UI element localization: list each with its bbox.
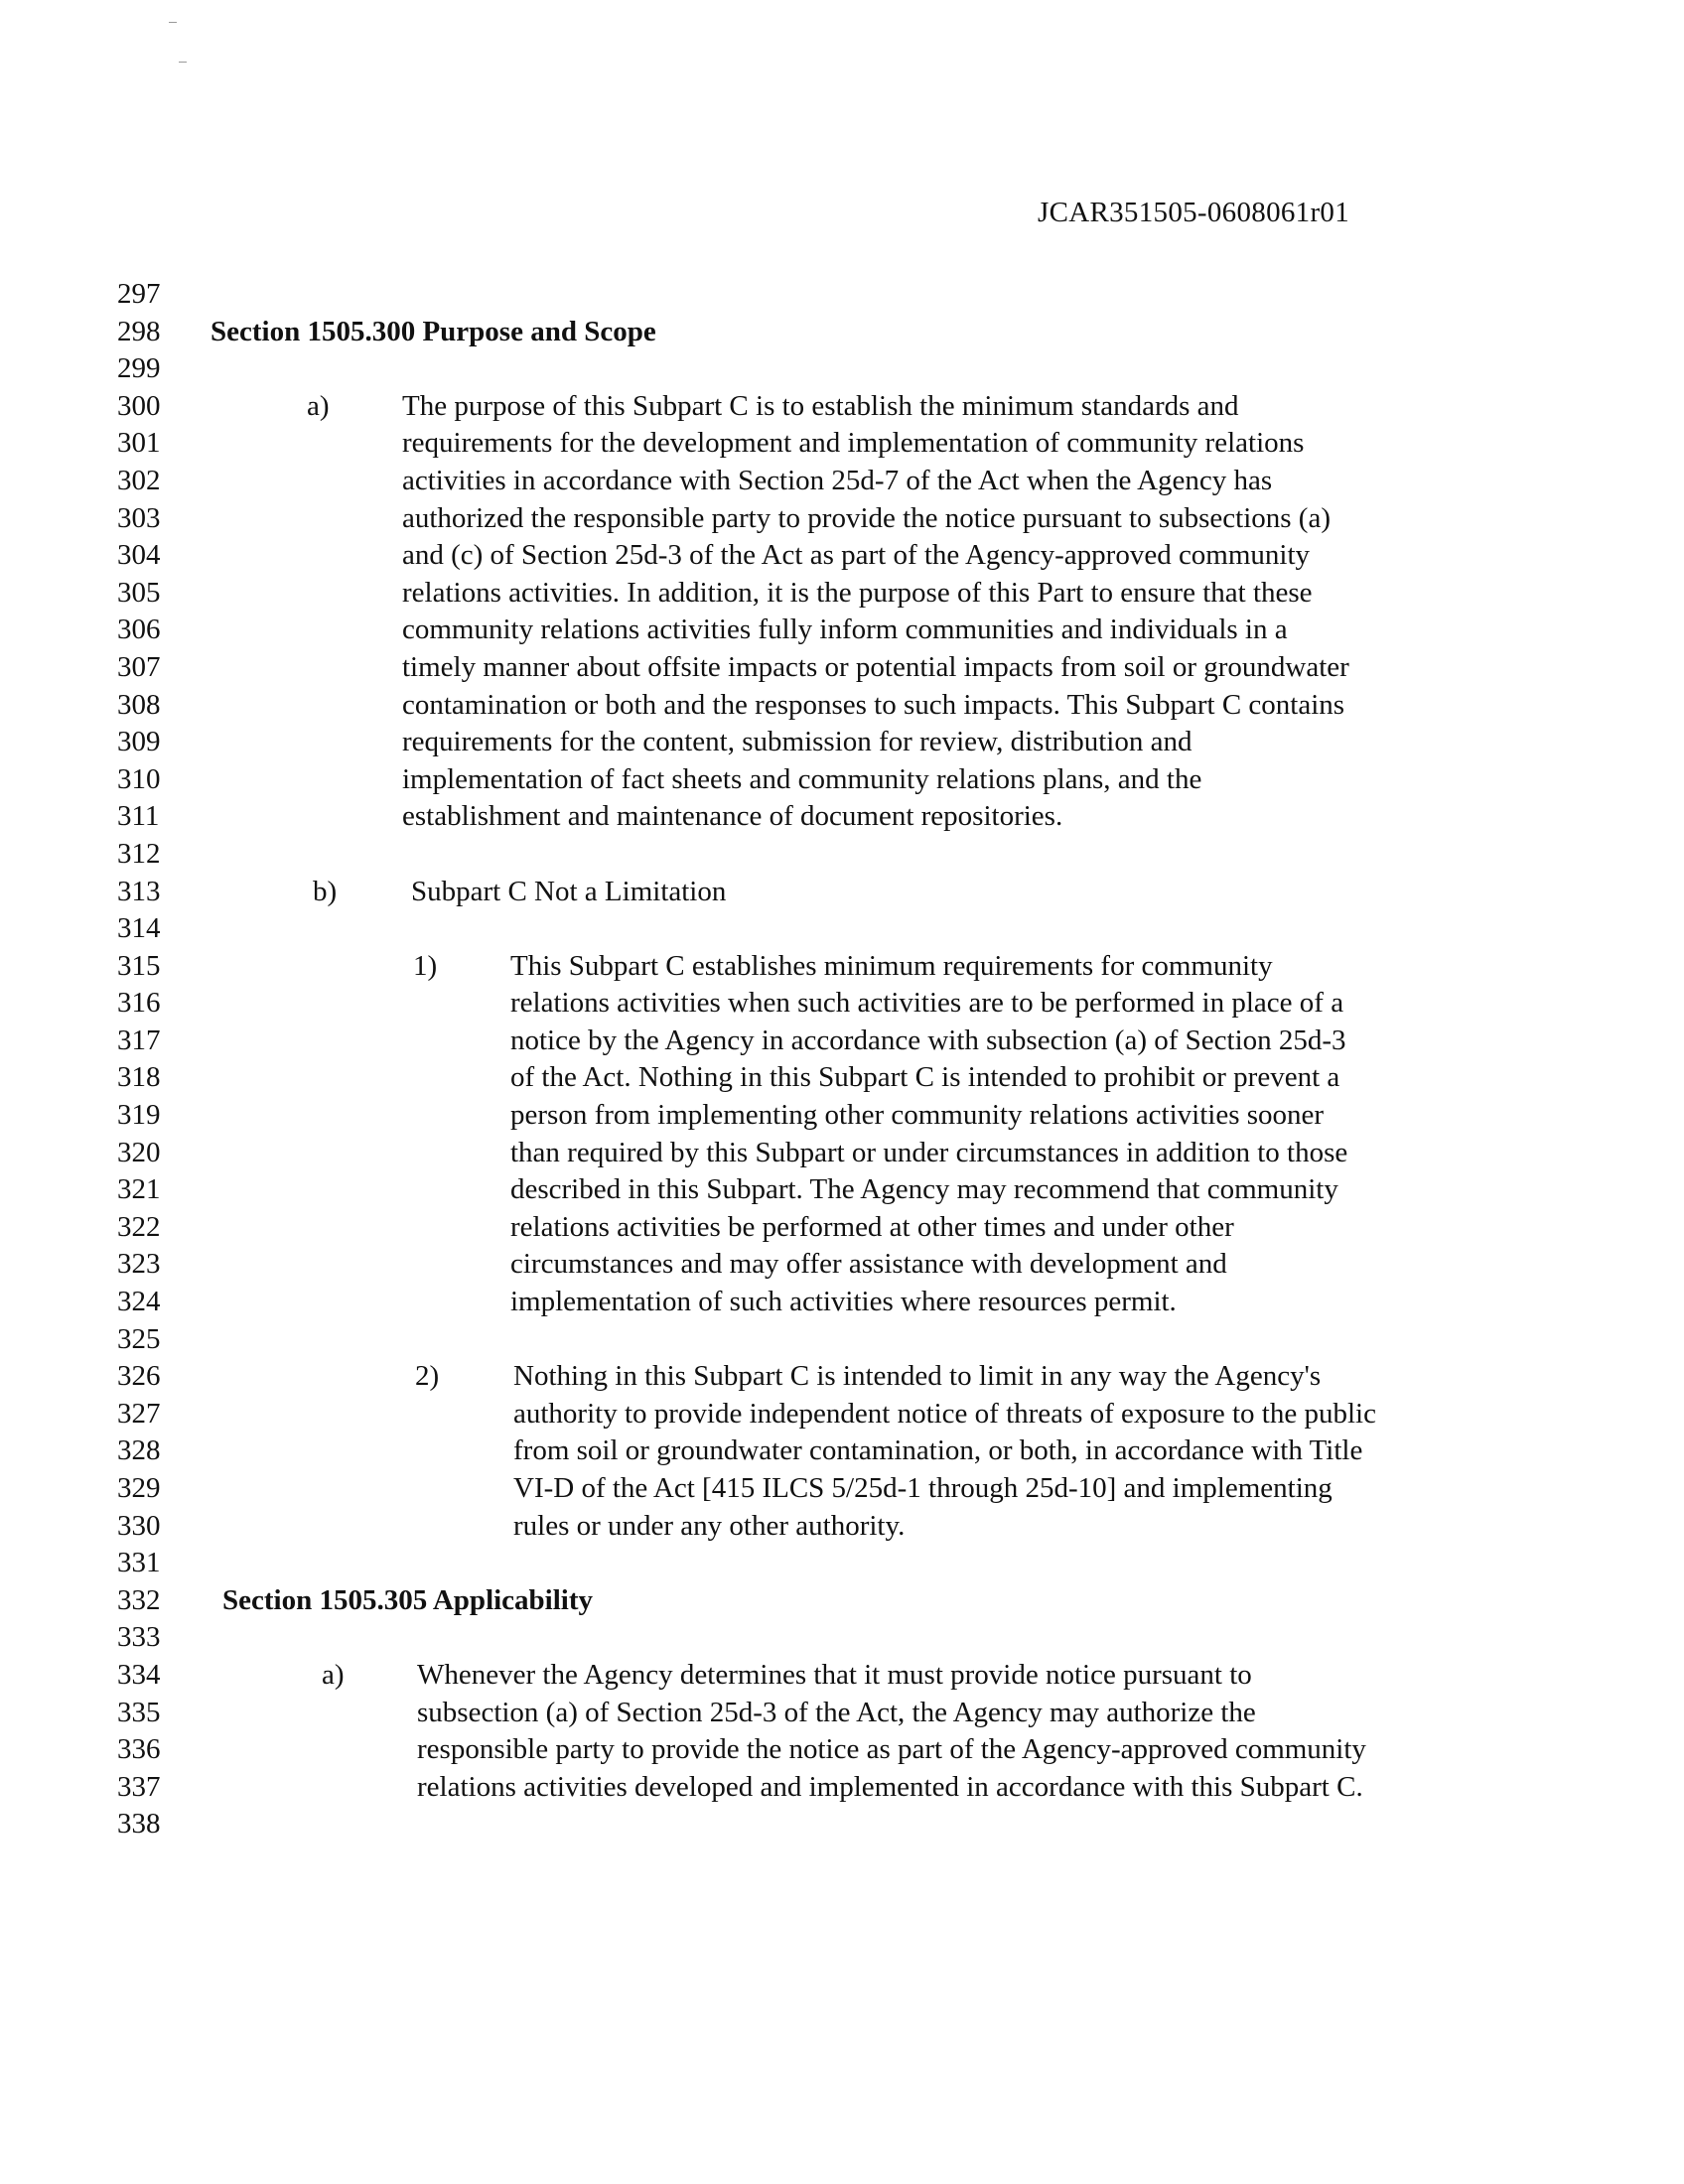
body-text: requirements for the development and implementation of community relations <box>402 427 1305 460</box>
document-line <box>0 1396 1684 1433</box>
document-id: JCAR351505-0608061r01 <box>1038 197 1350 228</box>
numbered-lines <box>0 276 1684 1843</box>
document-line <box>0 1023 1684 1060</box>
section-heading: Section 1505.305 Applicability <box>222 1583 594 1616</box>
body-text: rules or under any other authority. <box>513 1509 906 1542</box>
scan-mark <box>169 22 177 23</box>
document-line <box>0 388 1684 426</box>
line-number: 309 <box>117 726 161 758</box>
document-line <box>0 1171 1684 1209</box>
document-line <box>0 761 1684 799</box>
line-number: 320 <box>117 1136 161 1168</box>
body-text: authorized the responsible party to provide the notice pursuant to subsections (a) <box>402 501 1331 534</box>
document-line <box>0 1769 1684 1807</box>
body-text: relations activities developed and implemented in accordance with this Subpart C. <box>417 1770 1363 1803</box>
document-line <box>0 649 1684 687</box>
subsection-label: 2) <box>415 1360 440 1393</box>
body-text: Whenever the Agency determines that it must provide notice pursuant to <box>417 1658 1252 1691</box>
document-line <box>0 1657 1684 1695</box>
line-number: 330 <box>117 1509 161 1542</box>
document-line <box>0 350 1684 388</box>
document-line <box>0 1806 1684 1843</box>
line-number: 305 <box>117 576 161 609</box>
line-number: 322 <box>117 1210 161 1243</box>
subsection-label: a) <box>322 1658 345 1691</box>
body-text: described in this Subpart. The Agency may recommend that community <box>510 1173 1338 1206</box>
line-number: 328 <box>117 1434 161 1467</box>
line-number: 331 <box>117 1547 161 1579</box>
document-line <box>0 463 1684 500</box>
line-number: 327 <box>117 1397 161 1430</box>
line-number: 308 <box>117 688 161 721</box>
document-line <box>0 724 1684 761</box>
line-number: 299 <box>117 352 161 385</box>
body-text: establishment and maintenance of document repositories. <box>402 800 1063 833</box>
document-line <box>0 425 1684 463</box>
body-text: relations activities. In addition, it is the purpose of this Part to ensure that these <box>402 576 1313 609</box>
body-text: person from implementing other community relations activities sooner <box>510 1099 1325 1132</box>
document-line <box>0 1246 1684 1284</box>
line-number: 337 <box>117 1770 161 1803</box>
line-number: 297 <box>117 278 161 310</box>
line-number: 313 <box>117 875 161 907</box>
line-number: 300 <box>117 389 161 422</box>
document-line <box>0 1619 1684 1657</box>
body-text: This Subpart C establishes minimum requirements for community <box>510 949 1273 982</box>
line-number: 301 <box>117 427 161 460</box>
document-line <box>0 612 1684 649</box>
document-line <box>0 276 1684 314</box>
line-number: 312 <box>117 837 161 870</box>
scan-mark <box>179 62 187 63</box>
body-text: relations activities when such activities are to be performed in place of a <box>510 987 1344 1020</box>
body-text: activities in accordance with Section 25d-7 of the Act when the Agency has <box>402 464 1273 496</box>
line-number: 318 <box>117 1061 161 1094</box>
document-line <box>0 1731 1684 1769</box>
document-line <box>0 1695 1684 1732</box>
line-number: 298 <box>117 315 161 347</box>
line-number: 323 <box>117 1248 161 1281</box>
body-text: Subpart C Not a Limitation <box>411 875 727 907</box>
body-text: circumstances and may offer assistance with development and <box>510 1248 1227 1281</box>
body-text: authority to provide independent notice of threats of exposure to the public <box>513 1397 1376 1430</box>
subsection-label: b) <box>313 875 338 907</box>
line-number: 303 <box>117 501 161 534</box>
document-line <box>0 537 1684 575</box>
line-number: 311 <box>117 800 160 833</box>
body-text: from soil or groundwater contamination, or both, in accordance with Title <box>513 1434 1363 1467</box>
line-number: 335 <box>117 1696 161 1728</box>
document-line <box>0 1508 1684 1546</box>
document-line <box>0 575 1684 613</box>
body-text: than required by this Subpart or under circumstances in addition to those <box>510 1136 1348 1168</box>
document-line <box>0 687 1684 725</box>
document-line <box>0 500 1684 538</box>
body-text: responsible party to provide the notice as part of the Agency-approved community <box>417 1733 1366 1766</box>
document-line <box>0 1209 1684 1247</box>
line-number: 314 <box>117 912 161 945</box>
body-text: subsection (a) of Section 25d-3 of the Act, the Agency may authorize the <box>417 1696 1256 1728</box>
section-heading: Section 1505.300 Purpose and Scope <box>210 315 656 347</box>
document-line <box>0 910 1684 948</box>
subsection-label: a) <box>307 389 330 422</box>
document-line <box>0 1358 1684 1396</box>
body-text: VI-D of the Act [415 ILCS 5/25d-1 through 25d-10] and implementing <box>513 1472 1333 1504</box>
body-text: The purpose of this Subpart C is to establish the minimum standards and <box>402 389 1239 422</box>
body-text: Nothing in this Subpart C is intended to limit in any way the Agency's <box>513 1360 1322 1393</box>
body-text: implementation of such activities where resources permit. <box>510 1286 1177 1318</box>
document-line <box>0 985 1684 1023</box>
line-number: 324 <box>117 1286 161 1318</box>
line-number: 302 <box>117 464 161 496</box>
document-line <box>0 1433 1684 1470</box>
body-text: timely manner about offsite impacts or potential impacts from soil or groundwater <box>402 650 1349 683</box>
subsection-label: 1) <box>413 949 438 982</box>
line-number: 326 <box>117 1360 161 1393</box>
line-number: 329 <box>117 1472 161 1504</box>
line-number: 321 <box>117 1173 161 1206</box>
document-line <box>0 1545 1684 1582</box>
document-line <box>0 1284 1684 1321</box>
document-line <box>0 948 1684 986</box>
line-number: 316 <box>117 987 161 1020</box>
document-line <box>0 836 1684 874</box>
document-line <box>0 1097 1684 1135</box>
document-line <box>0 1321 1684 1359</box>
body-text: and (c) of Section 25d-3 of the Act as part of the Agency-approved community <box>402 539 1311 572</box>
line-number: 334 <box>117 1658 161 1691</box>
line-number: 307 <box>117 650 161 683</box>
body-text: notice by the Agency in accordance with subsection (a) of Section 25d-3 <box>510 1024 1346 1056</box>
line-number: 310 <box>117 762 161 795</box>
line-number: 315 <box>117 949 161 982</box>
document-line <box>0 1470 1684 1508</box>
document-line <box>0 1059 1684 1097</box>
body-text: relations activities be performed at other times and under other <box>510 1210 1234 1243</box>
body-text: community relations activities fully inform communities and individuals in a <box>402 614 1288 646</box>
body-text: of the Act. Nothing in this Subpart C is intended to prohibit or prevent a <box>510 1061 1340 1094</box>
line-number: 325 <box>117 1322 161 1355</box>
line-number: 332 <box>117 1583 161 1616</box>
body-text: requirements for the content, submission for review, distribution and <box>402 726 1193 758</box>
line-number: 304 <box>117 539 161 572</box>
document-line <box>0 798 1684 836</box>
document-line <box>0 1582 1684 1620</box>
document-line <box>0 1135 1684 1172</box>
line-number: 317 <box>117 1024 161 1056</box>
body-text: contamination or both and the responses to such impacts. This Subpart C contains <box>402 688 1345 721</box>
line-number: 338 <box>117 1808 161 1841</box>
line-number: 319 <box>117 1099 161 1132</box>
line-number: 336 <box>117 1733 161 1766</box>
line-number: 306 <box>117 614 161 646</box>
body-text: implementation of fact sheets and community relations plans, and the <box>402 762 1202 795</box>
document-line <box>0 874 1684 911</box>
document-line <box>0 314 1684 351</box>
line-number: 333 <box>117 1621 161 1654</box>
